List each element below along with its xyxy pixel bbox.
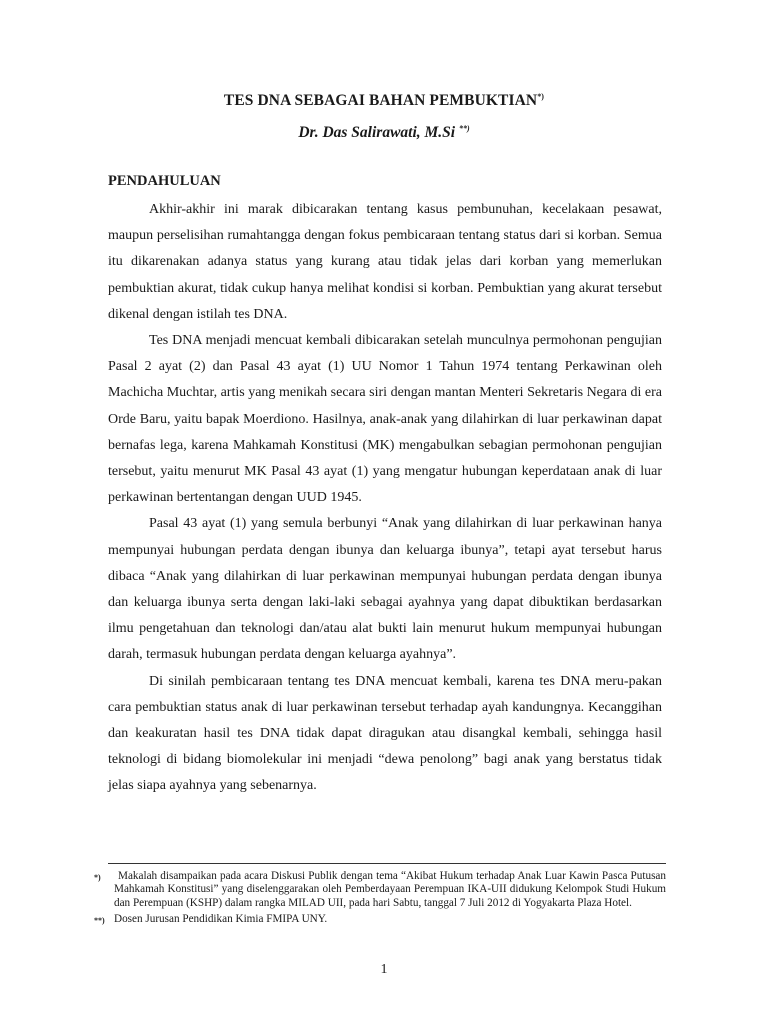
page-number: 1 [380,962,388,977]
author-line [0,124,768,142]
footnotes [94,870,666,931]
author-name: Dr. Das Salirawati, M.Si [298,124,456,141]
footnote-mark: **) [94,916,105,926]
paragraph: Pasal 43 ayat (1) yang semula berbunyi “Anak yang dilahirkan di luar perkawinan hanya mempunyai hubungan perdata dengan ibunya dan keluarga ibunya”, tetapi ayat tersebut harus dibaca “Anak yang dilahirkan di luar perkawinan mempunyai hubungan perdata dengan ibunya dan keluarga ibunya serta dengan laki-laki sebagai ayahnya yang dapat dibuktikan berdasarkan ilmu pengetahuan dan teknologi dan/atau alat bukti lain menurut hukum mempunyai hubungan darah, termasuk hubungan perdata dengan keluarga ayahnya”. [108,516,662,663]
section-heading: PENDAHULUAN [108,173,221,189]
title-text: TES DNA SEBAGAI BAHAN PEMBUKTIAN [223,92,538,109]
paragraph: Di sinilah pembicaraan tentang tes DNA mencuat kembali, karena tes DNA meru-pakan cara pembuktian status anak di luar perkawinan tersebut terhadap ayah kandungnya. Kecanggihan dan keakuratan hasil tes DNA tidak dapat diragukan atau disangkal kembali, sehingga hasil teknologi di bidang biomolekular ini menjadi “dewa penolong” bagi anak yang berstatus tidak jelas siapa ayahnya yang sebenarnya. [108,673,662,794]
author-footnote-mark: **) [458,123,470,133]
paragraph: Tes DNA menjadi mencuat kembali dibicarakan setelah munculnya permohonan pengujian Pasal 2 ayat (2) dan Pasal 43 ayat (1) UU Nomor 1 Tahun 1974 tentang Perkawinan oleh Machicha Muchtar, artis yang menikah secara siri dengan mantan Menteri Sekretaris Negara di era Orde Baru, yaitu bapak Moerdiono. Hasilnya, anak-anak yang dilahirkan di luar perkawinan dapat bernafas lega, karena Mahkamah Konstitusi (MK) mengabulkan sebagian permohonan pengujian tersebut, yaitu menurut MK Pasal 43 ayat (1) yang mengatur hubungan keperdataan anak di luar perkawinan bertentangan dengan UUD 1945. [108,333,662,506]
document-title [0,92,768,110]
footnote-text: Dosen Jurusan Pendidikan Kimia FMIPA UNY. [114,913,328,926]
footnote-text: Makalah disampaikan pada acara Diskusi Publik dengan tema “Akibat Hukum terhadap Anak Luar Kawin Pasca Putusan Mahkamah Konstitusi” yang diselenggarakan oleh Pemberdayaan Perempuan IKA-UII didukung Kelompok Studi Hukum dan Perempuan (KSHP) dalam rangka MILAD UII, pada hari Sabtu, tanggal 7 Juli 2012 di Yogyakarta Plaza Hotel. [114,870,666,909]
paragraph: Akhir-akhir ini marak dibicarakan tentang kasus pembunuhan, kecelakaan pesawat, maupun perselisihan rumahtangga dengan fokus pembicaraan tentang status dari si korban. Semua itu dikarenakan adanya status yang kurang atau tidak jelas dari korban yang memerlukan pembuktian akurat, tidak cukup hanya melihat kondisi si korban. Pembuktian yang akurat tersebut dikenal dengan istilah tes DNA. [108,202,662,322]
title-footnote-mark: *) [537,91,545,101]
footnote-item [94,870,666,910]
footnote-divider [108,863,666,864]
footnote-mark: *) [94,873,101,882]
footnote-item [94,913,666,927]
body-text [108,197,662,800]
